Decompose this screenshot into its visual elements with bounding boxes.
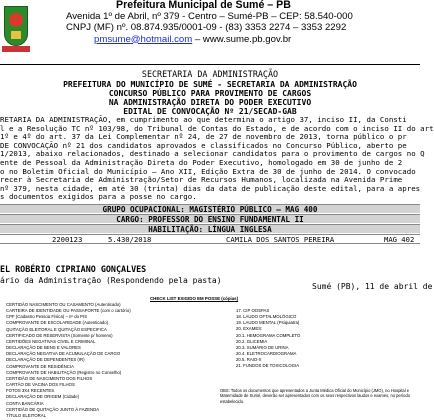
checklist-item: CONTA BANCÁRIA xyxy=(6,400,44,406)
header-divider xyxy=(0,64,420,65)
department-heading: SECRETARIA DA ADMINISTRAÇÃO xyxy=(141,69,279,79)
paragraph-line: nº 379, nesta cidade, em até 30 (trinta) dias da data de publicação deste edital, para a apres xyxy=(0,183,421,193)
cnpj-phone-line: CNPJ (MF) nº. 08.874.935/0001-09 - (83) 3353 2274 – 3353 2292 xyxy=(66,22,347,34)
group-header: GRUPO OCUPACIONAL: MAGISTÉRIO PÚBLICO – MAG 400 xyxy=(0,204,420,213)
edital-line-3: NA ADMINISTRAÇÃO DIRETA DO PODER EXECUTIVO xyxy=(108,98,312,107)
convocation-paragraph xyxy=(0,115,434,202)
nome-cell: CAMILA DOS SANTOS PEREIRA xyxy=(226,235,335,244)
checklist-item: CERTIFICADO DE RESERVISTA (Somente p/ homens) xyxy=(6,332,113,338)
edital-line-2: CONCURSO PÚBLICO PARA PROVIMENTO DE CARGOS xyxy=(108,89,312,98)
checklist-item: 20.5. RAIO-X xyxy=(236,357,262,363)
paragraph-line: l e a Resolução TC nº 103/98, do Tribunal de Contas do Estado, e de acordo com o inciso II do art xyxy=(0,123,434,133)
checklist-item: 20.4. ELETROCARDIOGRAMA xyxy=(236,351,297,357)
checklist-item: 19. LAUDO MENTAL (Psiquiatra) xyxy=(236,320,300,326)
checklist-item: 18. LAUDO OFTALMOLÓGICO xyxy=(236,314,297,320)
checklist-title: CHECK LIST EXIGIDO EM POSSE (cópias) xyxy=(150,296,239,301)
table-row xyxy=(0,234,420,244)
date-line: Sumé (PB), 11 de abril de xyxy=(312,282,433,291)
documento-cell: 5.430/2018 xyxy=(108,235,152,244)
edital-line-1: PREFEITURA DO MUNICÍPIO DE SUMÉ - SECRETARIA DA ADMINISTRAÇÃO xyxy=(63,80,357,89)
checklist-left-column xyxy=(6,302,131,419)
checklist-item: TÍTULO ELEITORAL xyxy=(6,412,47,418)
paragraph-line: recer à Secretaria de Administração/Setor de Recursos Humanos, localizada na Avenida Prime xyxy=(0,175,403,185)
checklist-item: DECLARAÇÃO DE ORIGEM (Cidade) xyxy=(6,394,80,400)
checklist-item: QUITAÇÃO ELEITORAL E QUITAÇÃO ESPECIFICA xyxy=(6,326,107,332)
paragraph-line: 1º e 4º do art. 37 da Lei Complementar nº 24, de 27 de novembro de 2013, torna público o pr xyxy=(0,132,407,142)
checklist-item: 20.3. SUMÁRIO DE URINA xyxy=(236,344,289,350)
checklist-right-column xyxy=(236,308,300,370)
paragraph-line: s documentos exigidos para a posse no cargo. xyxy=(0,192,197,202)
signatory-role: ário da Administração (Respondendo pela pasta) xyxy=(0,276,222,285)
site-text: – www.sume.pb.gov.br xyxy=(192,33,292,45)
checklist-item: CERTIDÃO NASCIMENTO OU CASAMENTO (Autenticado) xyxy=(6,302,121,307)
checklist-item: CERTIDÃO DE QUITAÇÃO JUNTO À FAZENDA xyxy=(6,406,100,412)
checklist-item: 17. CIP OOSPAS xyxy=(236,308,270,313)
edital-line-4: EDITAL DE CONVOCAÇÃO Nº 21/SECAD-GAB xyxy=(123,107,297,116)
checklist-item: 20. EXAMES: xyxy=(236,326,263,332)
codigo-cell: MAG 402 xyxy=(384,235,415,244)
paragraph-line: 1/2013, abaixo relacionados, destinado a selecionar candidatos para o provimento de cargos no Q xyxy=(0,149,425,159)
checklist-item: CARTEIRA DE IDENTIDADE OU PASSAPORTE (com o cartório) xyxy=(6,308,131,314)
signatory-name: EL ROBÉRIO CIPRIANO GONÇALVES xyxy=(0,264,147,274)
municipal-crest-icon xyxy=(2,2,28,60)
checklist-item: CPF (Cadastro Pessoa Física) – nº do PIS xyxy=(6,314,88,320)
checklist-item: DECLARAÇÃO DE DEPENDENTES (IR) xyxy=(6,357,85,363)
paragraph-line: RETARIA DA ADMINISTRAÇÃO, em cumprimento ao que determina o artigo 37, inciso II, da Consti xyxy=(0,115,407,124)
habilitacao-header: HABILITAÇÃO: LÍNGUA INGLESA xyxy=(0,224,420,233)
checklist-item: CERTIDÕES NEGATIVAS CÍVEL E CRIMINAL xyxy=(6,338,96,344)
checklist-item: 20.2. GLICEMIA xyxy=(236,338,268,344)
checklist-item: FOTOS 3X4 RECENTES xyxy=(6,388,55,394)
checklist-item: DECLARAÇÃO DE BENS E VALORES xyxy=(6,345,81,351)
checklist-item: DECLARAÇÃO NEGATIVA DE ACUMULAÇÃO DE CARGO xyxy=(6,351,121,357)
checklist-item: COMPROVANTE DE RESIDÊNCIA xyxy=(6,363,74,369)
contact-line xyxy=(66,34,420,45)
paragraph-line: o no Boletim Oficial do Município – Ano XII, Edição Extra de 30 de junho de 2014. O convocado xyxy=(0,166,416,176)
checklist-observation: OBS: Todos os documentos que apresentados a Junta Médica Oficial do Município (JMO), no Hospital e Maternidade de Sumé, deverão ser apresentados com os seus respectivos laudos e exames, no período estabelecido. xyxy=(220,388,411,404)
paragraph-line: ente de Pessoal da Administração Direta do Poder Executivo, homologado em 30 de junho de 2 xyxy=(0,157,403,167)
checklist-item: CERTIDÃO DE NASCIMENTO DOS FILHOS xyxy=(6,375,93,381)
inscricao-cell: 2200123 xyxy=(52,235,83,244)
checklist-item: COMPROVANTE DE HABILITAÇÃO (Registro no Conselho) xyxy=(6,369,122,375)
checklist-item: 20.1. HEMOGRAMA COMPLETO xyxy=(236,332,301,338)
checklist-item: COMPROVANTE DE ESCOLARIDADE (Autenticado) xyxy=(6,320,109,326)
email-link[interactable]: pmsume@hotmail.com xyxy=(94,33,193,45)
prefeitura-title: Prefeitura Municipal de Sumé – PB xyxy=(116,0,291,11)
address-line: Avenida 1º de Abril, nº 379 - Centro – Sumé-PB – CEP: 58.540-000 xyxy=(66,11,353,23)
checklist-item: CARTÃO DE VACINA DOS FILHOS xyxy=(6,382,75,388)
cargo-header: CARGO: PROFESSOR DO ENSINO FUNDAMENTAL II xyxy=(0,214,420,223)
paragraph-line: DE CONVOCAÇÃO nº 21 dos candidatos aprovados e classificados no Concurso Público, aberto pe xyxy=(0,140,407,150)
checklist-item: 21. FUNDOS DE TOXICOLOGIA xyxy=(236,363,300,369)
letterhead xyxy=(66,0,420,45)
